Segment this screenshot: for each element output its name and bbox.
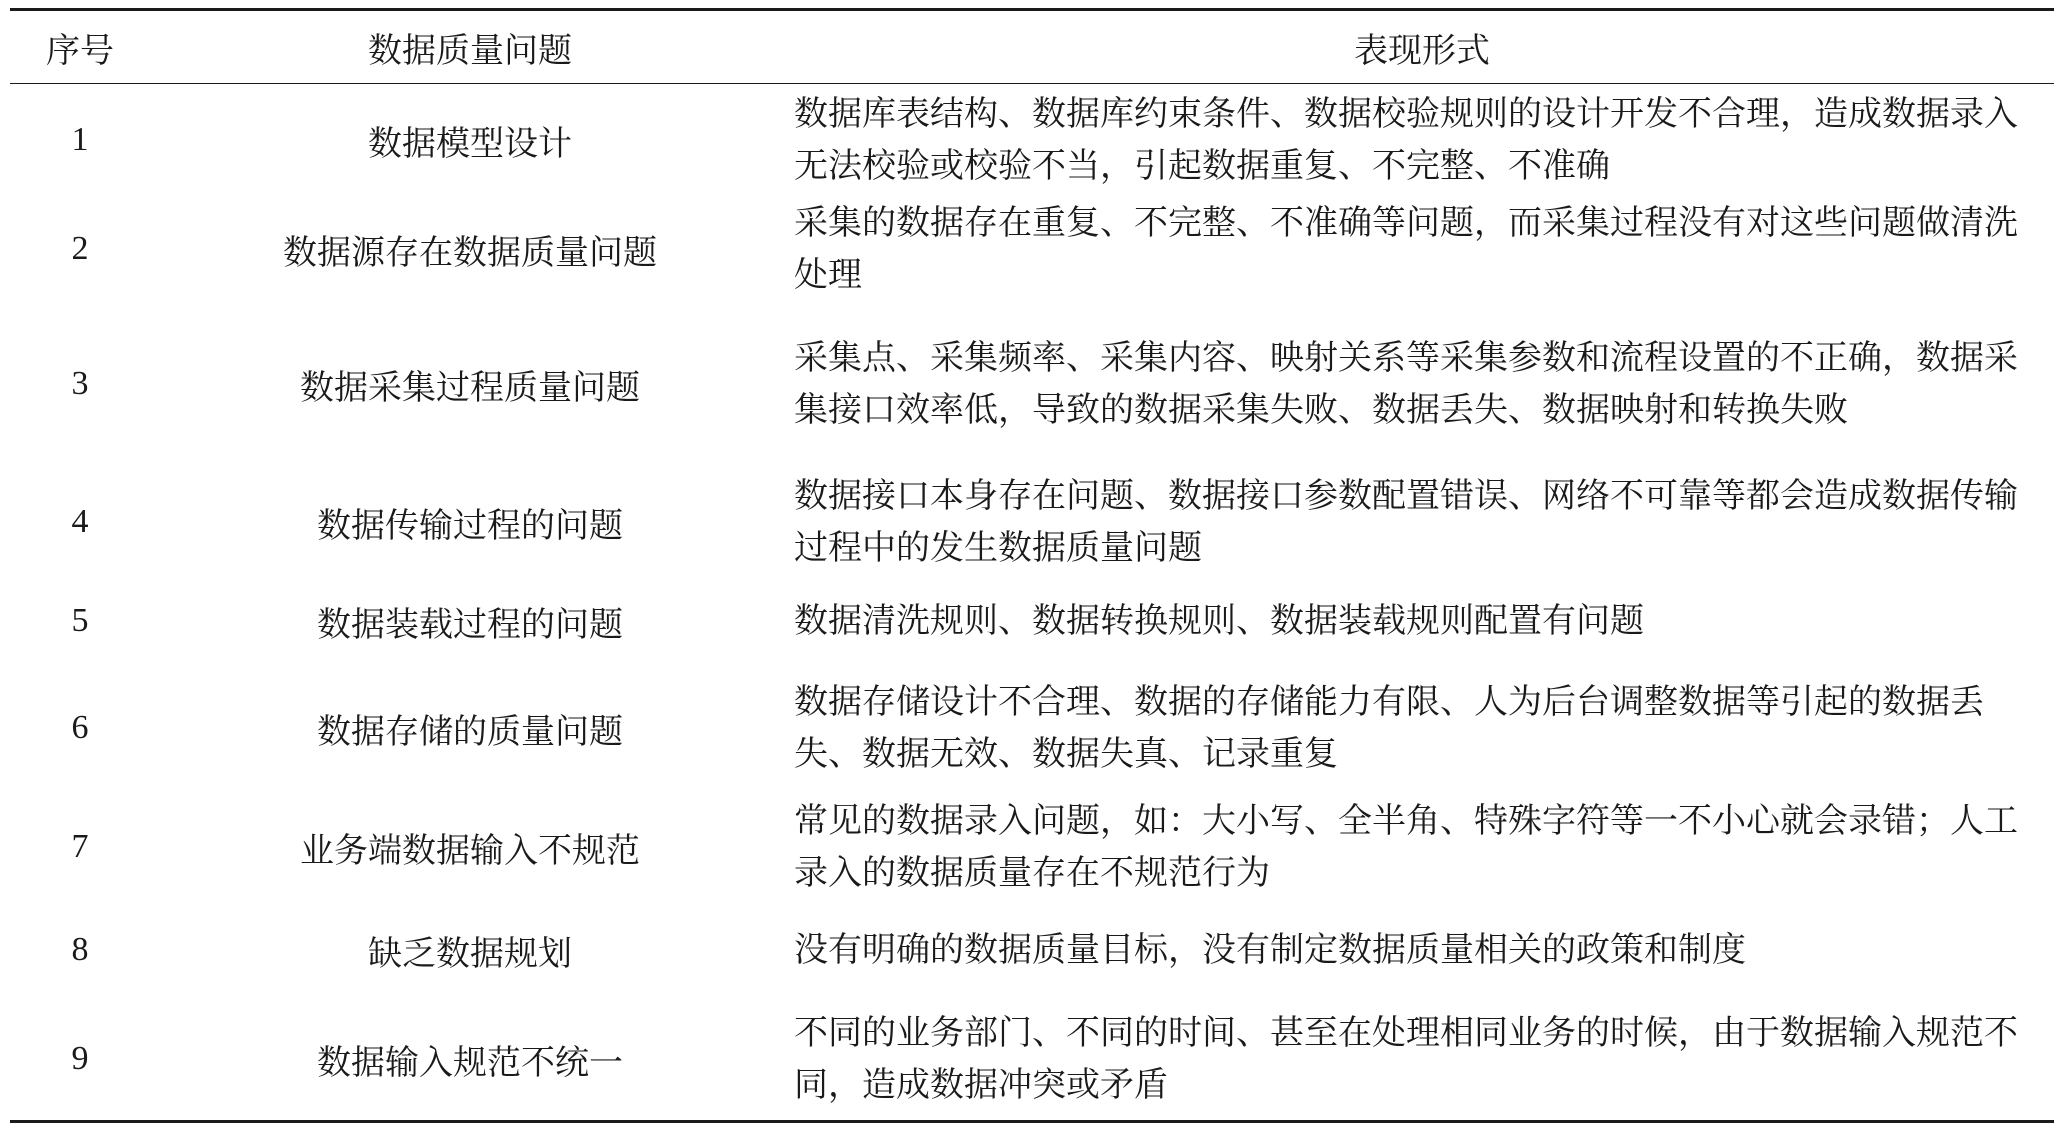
cell-desc: 常见的数据录入问题，如：大小写、全半角、特殊字符等一不小心就会录错；人工录入的数据质量存在不规范行为: [794, 801, 2018, 893]
cell-no: 4: [71, 503, 89, 540]
table-row: [10, 84, 2054, 197]
cell-no: 8: [71, 931, 89, 968]
table-row: [10, 578, 2054, 664]
cell-desc: 采集的数据存在重复、不完整、不准确等问题，而采集过程没有对这些问题做清洗处理: [794, 203, 2018, 295]
cell-desc: 数据库表结构、数据库约束条件、数据校验规则的设计开发不合理，造成数据录入无法校验或校验不当，引起数据重复、不完整、不准确: [794, 94, 2018, 186]
cell-no: 3: [71, 365, 89, 402]
table-row: [10, 664, 2054, 792]
cell-desc: 数据接口本身存在问题、数据接口参数配置错误、网络不可靠等都会造成数据传输过程中的发生数据质量问题: [794, 476, 2018, 568]
cell-desc: 数据存储设计不合理、数据的存储能力有限、人为后台调整数据等引起的数据丢失、数据无效、数据失真、记录重复: [794, 682, 1984, 774]
table-row: [10, 998, 2054, 1122]
cell-no: 5: [71, 602, 89, 639]
data-quality-table: [10, 8, 2054, 1123]
cell-desc: 不同的业务部门、不同的时间、甚至在处理相同业务的时候，由于数据输入规范不同，造成数据冲突或矛盾: [794, 1013, 2018, 1105]
cell-issue: 数据模型设计: [368, 123, 572, 164]
cell-desc: 采集点、采集频率、采集内容、映射关系等采集参数和流程设置的不正确，数据采集接口效率低，导致的数据采集失败、数据丢失、数据映射和转换失败: [794, 338, 2018, 430]
cell-issue: 数据传输过程的问题: [317, 505, 623, 546]
header-row: [10, 10, 2054, 84]
table-row: [10, 302, 2054, 466]
header-no: 序号: [46, 30, 114, 71]
table-row: [10, 792, 2054, 902]
table-row: [10, 902, 2054, 998]
cell-issue: 数据装载过程的问题: [317, 604, 623, 645]
cell-no: 7: [71, 828, 89, 865]
table-body: [10, 84, 2054, 1122]
cell-issue: 数据采集过程质量问题: [300, 367, 640, 408]
table-row: [10, 466, 2054, 578]
table-header: [10, 10, 2054, 84]
cell-issue: 数据源存在数据质量问题: [283, 232, 657, 273]
cell-issue: 数据存储的质量问题: [317, 711, 623, 752]
table-row: [10, 196, 2054, 302]
cell-issue: 缺乏数据规划: [368, 933, 572, 974]
cell-no: 6: [71, 709, 89, 746]
cell-no: 1: [71, 121, 89, 158]
cell-issue: 数据输入规范不统一: [317, 1042, 623, 1083]
header-desc: 表现形式: [1354, 30, 1490, 71]
document-page: [10, 8, 2054, 1123]
header-issue: 数据质量问题: [368, 30, 572, 71]
cell-no: 9: [71, 1040, 89, 1077]
cell-desc: 数据清洗规则、数据转换规则、数据装载规则配置有问题: [794, 601, 1644, 641]
cell-no: 2: [71, 230, 89, 267]
cell-issue: 业务端数据输入不规范: [300, 830, 640, 871]
cell-desc: 没有明确的数据质量目标，没有制定数据质量相关的政策和制度: [794, 930, 1746, 970]
